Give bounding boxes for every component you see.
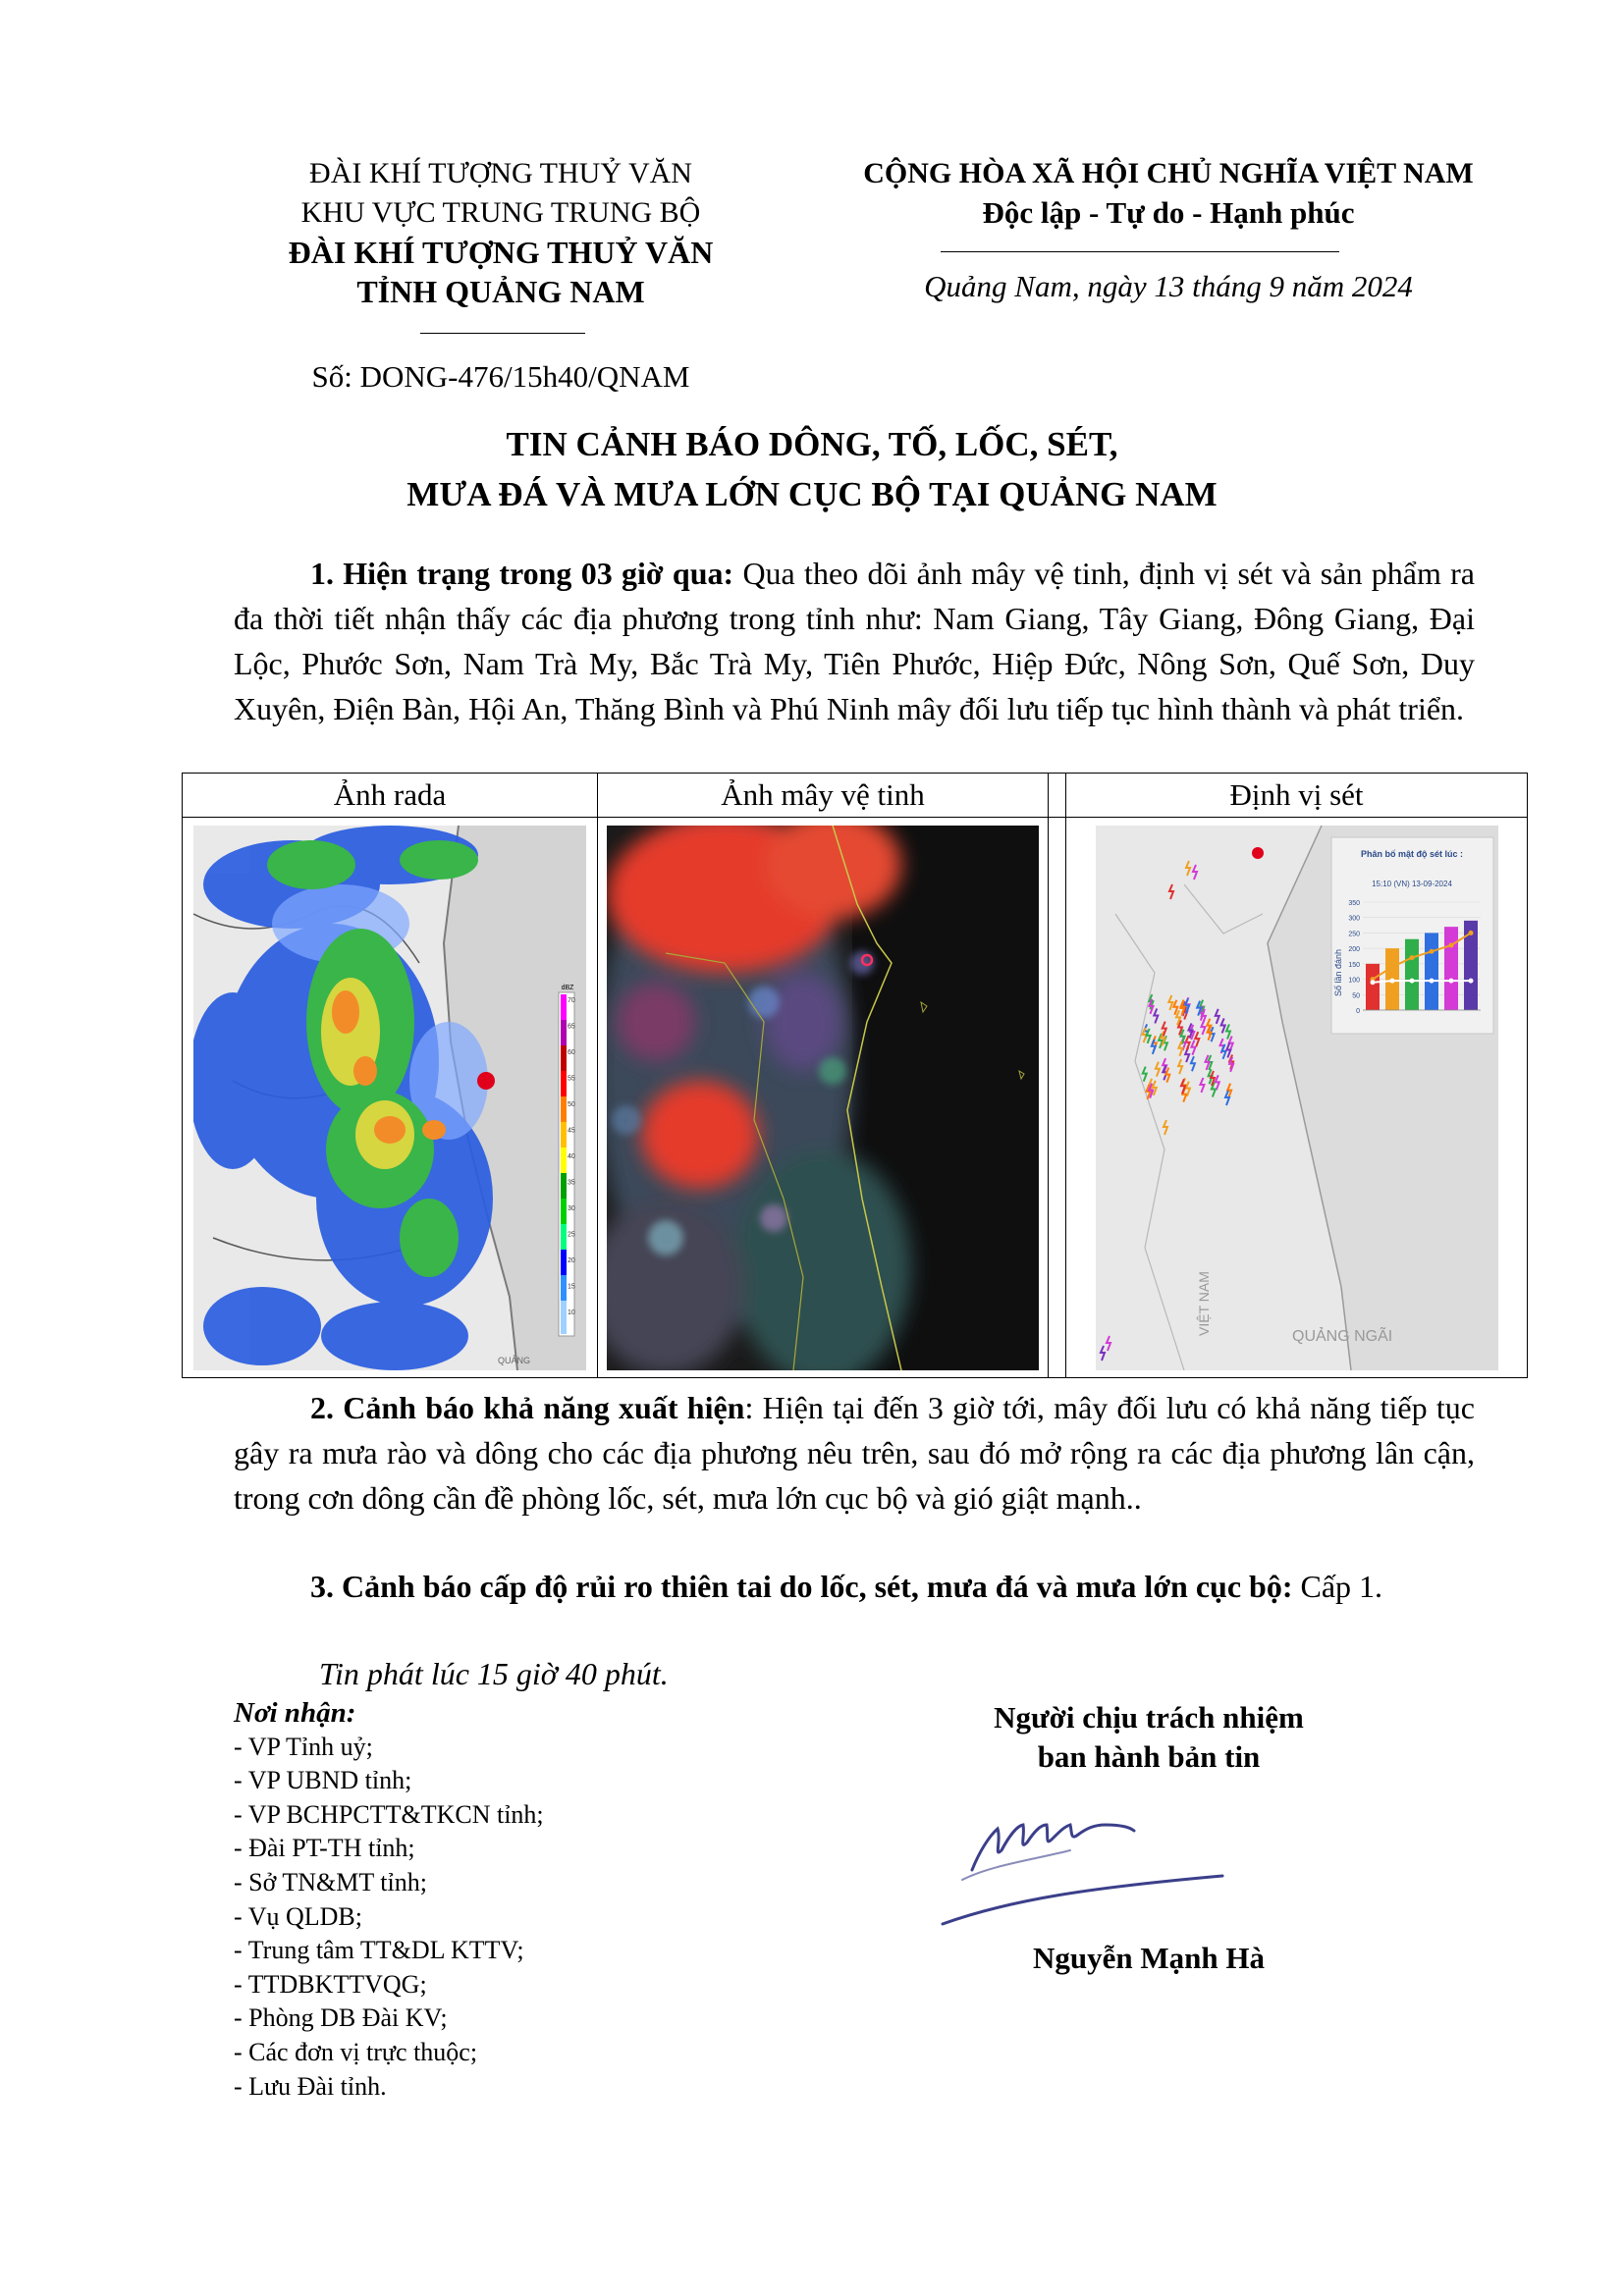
lightning-chart-line-white-point xyxy=(1468,978,1473,983)
lightning-chart-line-white-point xyxy=(1389,978,1394,983)
radar-scale-label: 10 xyxy=(568,1308,575,1316)
lightning-chart-ytick: 250 xyxy=(1347,930,1360,937)
receiver-item: - Trung tâm TT&DL KTTV; xyxy=(234,1936,524,1965)
radar-scale-label: 60 xyxy=(568,1048,575,1056)
agency-underline xyxy=(420,333,585,334)
motto-underline xyxy=(941,251,1339,252)
signer-role-line-1: Người chịu trách nhiệm xyxy=(994,1700,1304,1735)
radar-map-label: QUẢNG xyxy=(498,1355,531,1365)
receivers xyxy=(234,1696,544,2104)
lightning-chart-ytick: 300 xyxy=(1347,915,1360,923)
lightning-chart-title: Phân bố mật độ sét lúc : xyxy=(1360,848,1463,859)
agency-line-3: ĐÀI KHÍ TƯỢNG THUỶ VĂN xyxy=(288,235,714,270)
lightning-cell xyxy=(1066,818,1528,1378)
map-label-quangngai: QUẢNG NGÃI xyxy=(1291,1327,1392,1345)
signer-name: Nguyễn Mạnh Hà xyxy=(1033,1941,1265,1975)
radar-scale-label: 40 xyxy=(568,1152,575,1160)
radar-scale-label: 25 xyxy=(568,1231,575,1238)
agency-header xyxy=(196,154,805,311)
lightning-chart-bar xyxy=(1366,963,1380,1009)
lightning-chart-ytick: 0 xyxy=(1355,1007,1360,1015)
lightning-chart-line-white-point xyxy=(1429,978,1434,983)
document-number: Số: DONG-476/15h40/QNAM xyxy=(311,359,690,394)
lightning-header: Định vị sét xyxy=(1066,774,1528,818)
document-title-line-1: TIN CẢNH BÁO DÔNG, TỐ, LỐC, SÉT, xyxy=(506,425,1118,463)
lightning-chart-ytick: 50 xyxy=(1351,991,1360,999)
section-1 xyxy=(234,551,1475,731)
lightning-chart-line-white-point xyxy=(1409,978,1414,983)
radar-scale-label: 45 xyxy=(568,1127,575,1134)
lightning-chart-ytick: 150 xyxy=(1347,961,1360,969)
lightning-chart-ytick: 200 xyxy=(1347,945,1360,953)
receiver-item: - TTDBKTTVQG; xyxy=(234,1969,427,1999)
state-motto: Độc lập - Tự do - Hạnh phúc xyxy=(982,195,1355,230)
section-3-text: Cấp 1. xyxy=(1292,1569,1383,1604)
satellite-cell xyxy=(598,818,1049,1378)
radar-header: Ảnh rada xyxy=(183,774,598,818)
satellite-header: Ảnh mây vệ tinh xyxy=(598,774,1049,818)
satellite-image xyxy=(607,826,1039,1370)
section-2-text: : Hiện tại đến 3 giờ tới, mây đối lưu có khả năng tiếp tục gây ra mưa rào và dông cho các địa phương nêu trên, sau đó mở rộng ra các địa phương lân cận, trong cơn dông cần đề phòng lốc, sét, mưa lớn cục bộ và gió giật mạnh.. xyxy=(234,1390,1475,1516)
lightning-chart-line-orange-point xyxy=(1468,930,1473,934)
section-2-heading: 2. Cảnh báo khả năng xuất hiện xyxy=(310,1390,745,1425)
agency-line-2: KHU VỰC TRUNG TRUNG BỘ xyxy=(300,196,701,229)
document-title-line-2: MƯA ĐÁ VÀ MƯA LỚN CỤC BỘ TẠI QUẢNG NAM xyxy=(406,475,1218,513)
receiver-item: - Đài PT-TH tỉnh; xyxy=(234,1834,415,1863)
image-table xyxy=(182,773,1528,1378)
lightning-chart-ytick: 350 xyxy=(1347,899,1360,907)
lightning-chart-time: 15:10 (VN) 13-09-2024 xyxy=(1371,879,1452,888)
section-3 xyxy=(234,1564,1475,1609)
spacer-cell xyxy=(1049,818,1066,1378)
section-1-heading: 1. Hiện trạng trong 03 giờ qua: xyxy=(310,556,734,591)
lightning-chart-line-white-point xyxy=(1448,978,1453,983)
state-header xyxy=(815,154,1522,233)
receiver-item: - VP Tỉnh uỷ; xyxy=(234,1732,373,1761)
radar-scale-label: 50 xyxy=(568,1100,575,1108)
receivers-label: Nơi nhận: xyxy=(234,1697,356,1729)
radar-image xyxy=(193,826,586,1370)
signer-role xyxy=(884,1698,1414,1777)
radar-scale-label: 35 xyxy=(568,1179,575,1186)
radar-scale-label: 55 xyxy=(568,1075,575,1082)
lightning-chart-bar xyxy=(1425,933,1438,1010)
receiver-item: - Các đơn vị trực thuộc; xyxy=(234,2037,478,2066)
spacer-header xyxy=(1049,774,1066,818)
receiver-item: - VP BCHPCTT&TKCN tỉnh; xyxy=(234,1799,544,1829)
agency-line-1: ĐÀI KHÍ TƯỢNG THUỶ VĂN xyxy=(309,157,692,189)
lightning-chart-line-orange-point xyxy=(1409,955,1414,960)
radar-scale-label: 30 xyxy=(568,1204,575,1212)
agency-line-4: TỈNH QUẢNG NAM xyxy=(356,274,645,309)
lightning-image xyxy=(1096,826,1498,1370)
lightning-chart-line-white-point xyxy=(1370,980,1375,985)
receiver-item: - Lưu Đài tỉnh. xyxy=(234,2071,387,2101)
place-date: Quảng Nam, ngày 13 tháng 9 năm 2024 xyxy=(924,269,1413,303)
lightning-chart-line-orange-point xyxy=(1448,942,1453,947)
receiver-item: - VP UBND tỉnh; xyxy=(234,1766,412,1795)
section-1-text: Qua theo dõi ảnh mây vệ tinh, định vị sét và sản phẩm ra đa thời tiết nhận thấy các địa phương trong tỉnh như: Nam Giang, Tây Giang, Đông Giang, Đại Lộc, Phước Sơn, Nam Trà My, Bắc Trà My, Tiên Phước, Hiệp Đức, Nông Sơn, Quế Sơn, Duy Xuyên, Điện Bàn, Hội An, Thăng Bình và Phú Ninh mây đối lưu tiếp tục hình thành và phát triển. xyxy=(234,556,1476,726)
signer-role-line-2: ban hành bản tin xyxy=(1037,1739,1261,1774)
receiver-item: - Vụ QLDB; xyxy=(234,1901,362,1931)
lightning-chart-line-orange-point xyxy=(1429,948,1434,953)
radar-scale-label: 65 xyxy=(568,1023,575,1030)
handwritten-signature xyxy=(933,1782,1227,1939)
lightning-chart-ylabel: Số lần đánh xyxy=(1332,948,1343,996)
radar-scale-unit: dBZ xyxy=(561,984,574,991)
state-name: CỘNG HÒA XÃ HỘI CHỦ NGHĨA VIỆT NAM xyxy=(863,157,1474,189)
receiver-item: - Sở TN&MT tỉnh; xyxy=(234,1867,427,1896)
radar-scale-label: 20 xyxy=(568,1256,575,1264)
lightning-chart-ytick: 100 xyxy=(1347,977,1360,985)
radar-scale-label: 15 xyxy=(568,1283,575,1290)
lightning-chart-bar xyxy=(1405,938,1419,1009)
section-2 xyxy=(234,1385,1475,1521)
lightning-chart-bar xyxy=(1444,927,1458,1010)
receiver-item: - Phòng DB Đài KV; xyxy=(234,2003,448,2033)
lightning-chart-line-orange-point xyxy=(1389,964,1394,969)
section-3-heading: 3. Cảnh báo cấp độ rủi ro thiên tai do lốc, sét, mưa đá và mưa lớn cục bộ: xyxy=(310,1569,1293,1604)
radar-scale-label: 70 xyxy=(568,996,575,1004)
issued-time: Tin phát lúc 15 giờ 40 phút. xyxy=(319,1656,669,1691)
map-label-vietnam: VIỆT NAM xyxy=(1195,1270,1212,1336)
radar-cell xyxy=(183,818,598,1378)
